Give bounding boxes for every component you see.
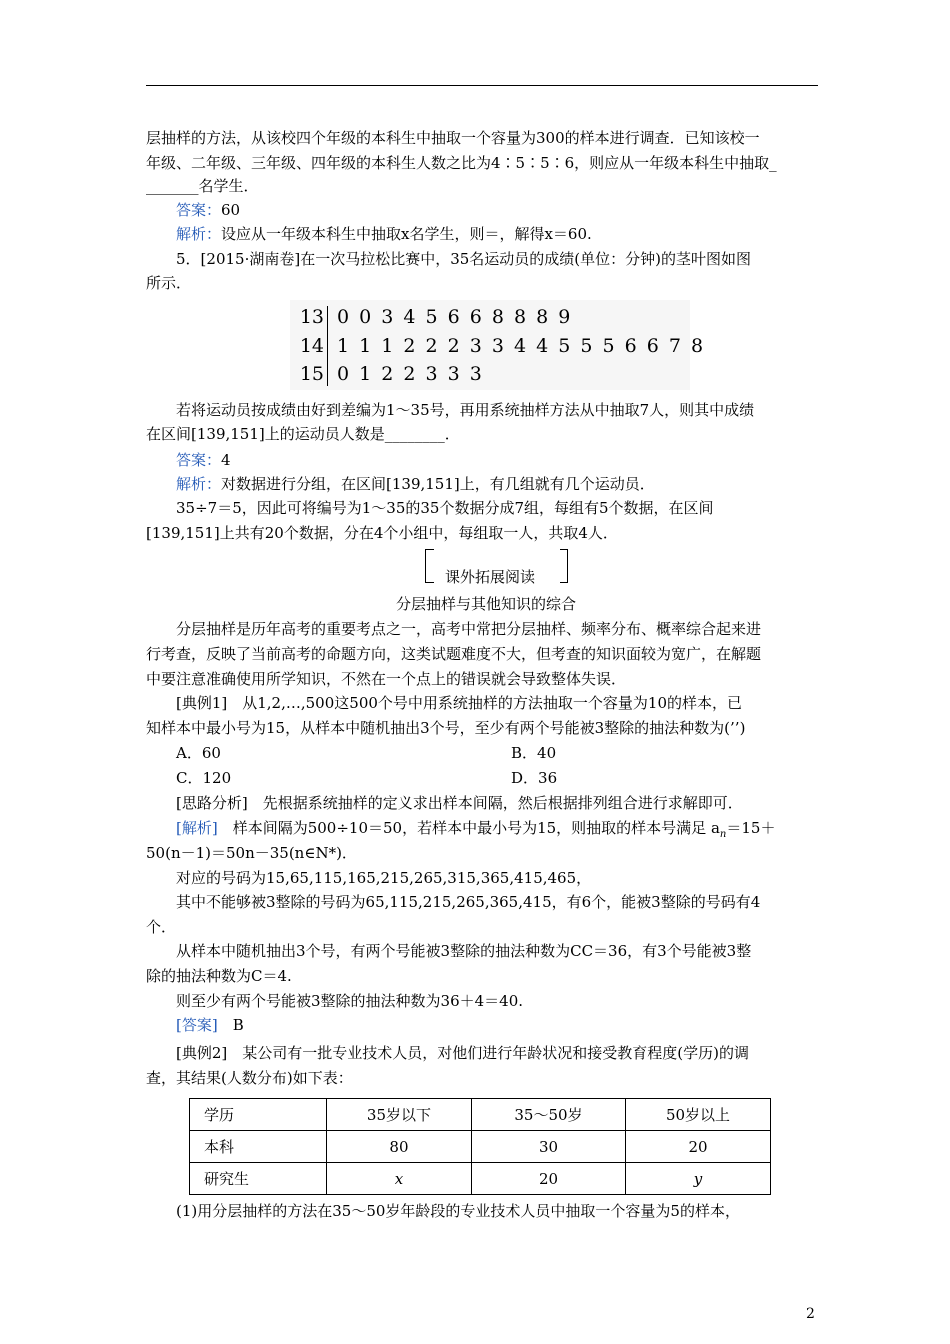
question-5-line: 所示．	[146, 274, 192, 292]
solution-line	[146, 818, 852, 845]
box-bracket-left	[425, 549, 426, 583]
leaf-values: 0 0 3 4 5 6 6 8 8 8 9	[337, 306, 571, 328]
question-5-line: 5．[2015·湖南卷]在一次马拉松比赛中，35名运动员的成绩(单位：分钟)的茎叶图如图	[176, 250, 751, 268]
solution-text: 对数据进行分组，在区间[139,151]上，有几组就有几个运动员．	[221, 475, 655, 493]
text-line: 除的抽法种数为C＝4.	[146, 967, 292, 985]
text-line: (1)用分层抽样的方法在35～50岁年龄段的专业技术人员中抽取一个容量为5的样本，	[176, 1202, 740, 1220]
text-line: 在区间[139,151]上的运动员人数是________．	[146, 425, 460, 443]
table-cell: 20	[626, 1131, 771, 1163]
text-line: 则至少有两个号能被3整除的抽法种数为36＋4＝40.	[176, 992, 524, 1010]
option-c: C．120	[176, 769, 232, 787]
solution-text: ＝15＋	[726, 819, 776, 837]
answer-value: 4	[221, 451, 231, 469]
table-cell: 研究生	[190, 1163, 327, 1195]
box-bracket-right	[567, 549, 568, 583]
answer-line	[146, 450, 852, 470]
solution-label: 解析：	[176, 225, 222, 243]
section-title: 分层抽样与其他知识的综合	[396, 595, 577, 613]
analysis-line: [思路分析] 先根据系统抽样的定义求出样本间隔，然后根据排列组合进行求解即可．	[176, 794, 743, 812]
table-cell: 30	[471, 1131, 625, 1163]
text-line: 对应的号码为15,65,115,165,215,265,315,365,415,465，	[176, 869, 592, 887]
stem-value: 15	[299, 363, 324, 385]
text-line: 从样本中随机抽出3个号，有两个号能被3整除的抽法种数为CC＝36，有3个号能被3整	[176, 942, 752, 960]
example-1-line: 知样本中最小号为15，从样本中随机抽出3个号，至少有两个号能被3整除的抽法种数为(’’)	[146, 719, 746, 737]
table-header-cell: 50岁以上	[626, 1099, 771, 1131]
table-row	[190, 1163, 771, 1195]
text-line: 年级、二年级、三年级、四年级的本科生人数之比为4∶5∶5∶6，则应从一年级本科生中抽取_	[146, 154, 777, 172]
table-cell: 80	[327, 1131, 472, 1163]
stem-divider	[327, 306, 328, 386]
solution-text: 设应从一年级本科生中抽取x名学生，则＝，解得x＝60.	[221, 225, 592, 243]
answer-value: B	[217, 1016, 244, 1034]
stem-value: 14	[299, 335, 324, 357]
table-header-cell: 学历	[190, 1099, 327, 1131]
text-line: 个．	[146, 918, 177, 936]
text-line: 若将运动员按成绩由好到差编为1～35号，再用系统抽样方法从中抽取7人，则其中成绩	[176, 401, 755, 419]
paragraph-line: 分层抽样是历年高考的重要考点之一，高考中常把分层抽样、频率分布、概率综合起来进	[176, 620, 762, 638]
stem-leaf-plot	[290, 300, 704, 390]
example-2-line: 查，其结果(人数分布)如下表：	[146, 1069, 353, 1087]
option-a: A．60	[176, 744, 221, 762]
text-line: [139,151]上共有20个数据，分在4个小组中，每组取一人，共取4人．	[146, 524, 618, 542]
page-number: 2	[806, 1306, 815, 1322]
stem-value: 13	[299, 306, 324, 328]
example-2-line: [典例2] 某公司有一批专业技术人员，对他们进行年龄状况和接受教育程度(学历)的调	[176, 1044, 749, 1062]
table-cell: 20	[471, 1163, 625, 1195]
solution-text: 样本间隔为500÷10＝50，若样本中最小号为15，则抽取的样本号满足 a	[217, 819, 720, 837]
answer-label: [答案]	[176, 1016, 218, 1034]
table-row	[190, 1131, 771, 1163]
paragraph-line: 中要注意准确使用所学知识，不然在一个点上的错误就会导致整体失误．	[146, 670, 627, 688]
box-title: 课外拓展阅读	[445, 568, 536, 586]
table-header-row	[190, 1099, 771, 1131]
subscript: n	[719, 829, 727, 840]
example-1-line: [典例1] 从1,2,…,500这500个号中用系统抽样的方法抽取一个容量为10的样本，已	[176, 694, 742, 712]
table-header-cell: 35～50岁	[471, 1099, 625, 1131]
table-cell: 本科	[190, 1131, 327, 1163]
text-line: 其中不能够被3整除的号码为65,115,215,265,365,415，有6个，能被3整除的号码有4	[176, 893, 761, 911]
solution-label: 解析：	[176, 475, 222, 493]
option-b: B．40	[511, 744, 557, 762]
distribution-table	[189, 1098, 771, 1195]
solution-line	[146, 474, 852, 494]
solution-line: 50(n－1)＝50n－35(n∈N*)．	[146, 844, 357, 862]
leaf-values: 0 1 2 2 3 3 3	[337, 363, 482, 385]
table-header-cell: 35岁以下	[327, 1099, 472, 1131]
header-rule	[146, 85, 818, 86]
answer-line	[146, 1015, 852, 1035]
text-line: 层抽样的方法，从该校四个年级的本科生中抽取一个容量为300的样本进行调查．已知该校一	[146, 129, 760, 147]
leaf-values: 1 1 1 2 2 2 3 3 4 4 5 5 5 6 6 7 8	[337, 335, 704, 357]
text-line: _______名学生．	[146, 177, 259, 195]
solution-label: [解析]	[176, 819, 218, 837]
table-cell: x	[327, 1163, 472, 1195]
table-cell: y	[626, 1163, 771, 1195]
answer-label: 答案：	[176, 201, 222, 219]
text-line: 35÷7＝5，因此可将编号为1～35的35个数据分成7组，每组有5个数据，在区间	[176, 499, 714, 517]
answer-label: 答案：	[176, 451, 222, 469]
paragraph-line: 行考查，反映了当前高考的命题方向，这类试题难度不大，但考查的知识面较为宽广，在解题	[146, 645, 762, 663]
solution-line	[146, 224, 852, 244]
answer-value: 60	[221, 201, 241, 219]
option-d: D．36	[511, 769, 558, 787]
answer-line	[146, 200, 852, 220]
